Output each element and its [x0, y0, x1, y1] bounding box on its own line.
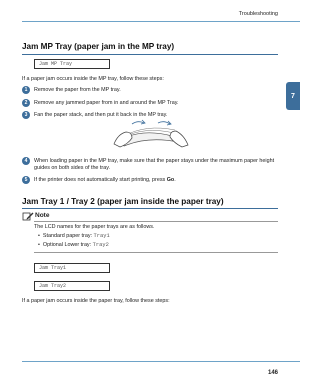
- lcd-message-box: Jam MP Tray: [34, 59, 110, 69]
- note-intro: The LCD names for the paper trays are as follows.: [34, 224, 155, 230]
- bullet-lower-tray: • Optional Lower tray: Tray2: [38, 242, 109, 248]
- bullet-label: Standard paper tray:: [42, 233, 94, 239]
- note-end-rule: [34, 252, 278, 253]
- step-number-1: 1: [22, 86, 30, 94]
- step-text-5: [34, 177, 176, 184]
- bullet-standard-tray: • Standard paper tray: Tray1: [38, 233, 110, 239]
- step-5-text-end: .: [174, 176, 176, 183]
- go-key-label: Go: [166, 176, 175, 183]
- note-pencil-icon: [22, 211, 34, 221]
- footer-rule: [22, 361, 300, 362]
- bullet-value: Tray2: [92, 242, 109, 248]
- header-rule: [22, 21, 300, 22]
- step-number-3: 3: [22, 111, 30, 119]
- step-text-2: Remove any jammed paper from in and around the MP Tray.: [34, 99, 179, 106]
- lcd-message-box: Jam Tray1: [34, 263, 110, 273]
- lcd-message-box: Jam Tray2: [34, 281, 110, 291]
- page-number: 146: [267, 370, 278, 376]
- bullet-label: Optional Lower tray:: [42, 242, 93, 248]
- section-title-jam-tray: Jam Tray 1 / Tray 2 (paper jam inside the paper tray): [22, 197, 224, 206]
- running-header: Troubleshooting: [238, 11, 278, 17]
- step-number-4: 4: [22, 157, 30, 165]
- section-rule: [22, 54, 278, 55]
- intro-text: If a paper jam occurs inside the MP tray, follow these steps:: [22, 76, 164, 82]
- section-title-jam-mp-tray: Jam MP Tray (paper jam in the MP tray): [22, 42, 175, 51]
- step-5-text-start: If the printer does not automatically start printing, press: [34, 176, 167, 183]
- step-text-3: Fan the paper stack, and then put it back in the MP tray.: [34, 111, 168, 118]
- step-number-5: 5: [22, 176, 30, 184]
- outro-text: If a paper jam occurs inside the paper tray, follow these steps:: [22, 298, 170, 304]
- note-label: Note: [35, 212, 50, 219]
- note-rule: [34, 221, 278, 222]
- step-text-1: Remove the paper from the MP tray.: [34, 86, 121, 93]
- bullet-value: Tray1: [93, 233, 110, 239]
- fan-paper-illustration: [112, 118, 190, 148]
- section-rule-2: [22, 208, 278, 209]
- step-number-2: 2: [22, 99, 30, 107]
- chapter-tab: 7: [286, 82, 300, 110]
- step-text-4: When loading paper in the MP tray, make sure that the paper stays under the maximum paper height guides on both sides of the tray.: [34, 157, 275, 171]
